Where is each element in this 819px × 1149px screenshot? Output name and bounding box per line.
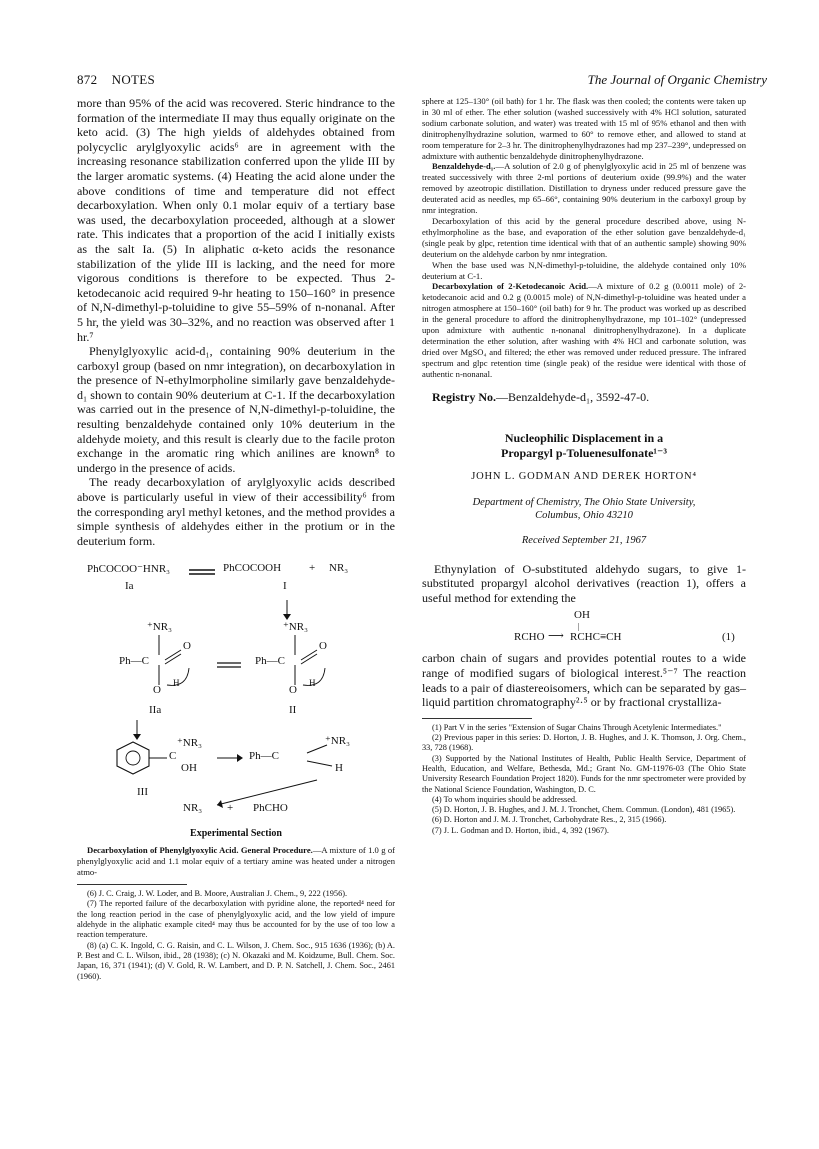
- general-procedure: [77, 845, 395, 878]
- procedure-continuation: sphere at 125–130° (oil bath) for 1 hr. The flask was then cooled; the contents were taken up in 30 ml of ether. The ether solution (washed successively with 4% HCl solution, saturated sodium carbonate solution, and water) was treated with 15 ml of 95% ethanol and then with dinitrophenylhydrazine solution, warmed to 60° to remove ether, and allowed to stand at room temperature for 2–3 hr. The dinitrophenylhydrazones had mp 237–239°, undepressed on admixture with authentic benzaldehyde dinitrophenylhydrazone.: [422, 96, 746, 161]
- paragraph-conclusion: The ready decarboxylation of arylglyoxylic acids described above is particularly useful in view of their accessibility⁶ from the corresponding aryl methyl ketones, and the method provides a simple synthesis of aldehydes either in the protium or in the deuterium form.: [77, 475, 395, 548]
- label-ia: Ia: [125, 580, 134, 593]
- dimethyltoluidine-note: When the base used was N,N-dimethyl-p-toluidine, the aldehyde contained only 10% deuterium at C-1.: [422, 259, 746, 281]
- scheme-plus: +: [309, 562, 316, 575]
- registry-text: —Benzaldehyde-d₁, 3592-47-0.: [495, 389, 650, 404]
- label-ii: II: [289, 704, 297, 717]
- right-column: [422, 96, 746, 836]
- iia-h: H: [173, 678, 180, 689]
- received-date: Received September 21, 1967: [521, 534, 647, 546]
- paragraph-deuterium: Phenylglyoxylic acid-d₁, containing 90% deuterium in the carboxyl group (based on nmr integration), on decarboxylation in the presence of N-ethylmorpholine similarly gave benzaldehyde-d₁ shown to contain 90% deuterium at C-1. If the decarboxylation was carried out in the presence of N,N-dimethyl-p-toluidine, the resulting benzaldehyde contained only 10% deuterium in the aldehyde moiety, and this result is clearly due to the facile proton exchange in the aromatic ring which anilines are known⁸ to undergo in the presence of acids.: [77, 344, 395, 475]
- iia-phc: Ph—C: [119, 655, 149, 668]
- scheme-base: NR₃: [329, 562, 349, 575]
- ylide-nr3: ⁺NR₃: [325, 735, 350, 748]
- affiliation-line-1: Department of Chemistry, The Ohio State University,: [472, 496, 696, 508]
- ylide-phc: Ph—C: [249, 750, 279, 763]
- page-number: 872: [77, 72, 98, 87]
- ii-nr3: ⁺NR₃: [283, 621, 308, 634]
- iii-c: C: [169, 750, 177, 763]
- benzaldehyde-d1-text: —A solution of 2.0 g of phenylglyoxylic acid in 25 ml of benzene was treated successively with three 2-ml portions of deuterium oxide (99.9%) and the water removed by azeotropic distillation. Distillation to dryness under reduced pressure gave the deuterated acid as needles, mp 65–66°, containing 90% deuterium in the carboxyl group by nmr integration.: [422, 161, 746, 216]
- page-header-left: [77, 72, 155, 88]
- paragraph-mechanism: more than 95% of the acid was recovered. Steric hindrance to the formation of the intermediate II may thus equally originate on the keto acid. (3) The high yields of aldehydes obtained from polycyclic arylglyoxylic acids⁶ are in agreement with the increasing resonance stabilization conferred upon the ylide III by the larger aromatic systems. (4) Heating the acid alone under the above conditions of time and temperature did not effect decarboxylation. When only 0.1 molar equiv of a tertiary base was used, the decarboxylation proceeded, although at a slower rate. This indicates that a proportion of the acid I initially exists as the salt Ia. (5) In aliphatic α-keto acids the resonance stabilization of the ylide III is lacking, and the need for more vigorous conditions is therefore to be expected. Thus 2-ketodecanoic acid required 9-hr heating to 150–160° in presence of N,N-dimethyl-p-toluidine to give 55–59% of n-nonanal. After 5 hr, the yield was 30–32%, and no reaction was observed after 1 hr.⁷: [77, 96, 395, 344]
- ketodecanoic-title: Decarboxylation of 2-Ketodecanoic Acid.: [432, 281, 589, 292]
- ii-h: H: [309, 678, 316, 689]
- footnote-5: (5) D. Horton, J. B. Hughes, and J. M. J. Tronchet, Chem. Commun. (London), 481 (1965).: [432, 805, 736, 815]
- iii-oh: OH: [181, 762, 197, 775]
- benzaldehyde-d1-paragraph: [422, 161, 746, 216]
- right-footnotes: [422, 723, 746, 836]
- article-title: [422, 431, 746, 461]
- ii-o1: O: [319, 640, 327, 653]
- iii-nr3: ⁺NR₃: [177, 737, 202, 750]
- article-authors: JOHN L. GODMAN AND DEREK HORTON⁴: [471, 470, 697, 482]
- product-plus: +: [227, 802, 234, 815]
- benzaldehyde-d1-title: Benzaldehyde-d₁.: [432, 161, 496, 172]
- intro-paragraph: Ethynylation of O-substituted aldehydo sugars, to give 1-substituted propargyl alcohol derivatives (reaction 1), offers a useful method for extending the: [422, 561, 746, 605]
- label-iia: IIa: [149, 704, 162, 717]
- general-procedure-title: Decarboxylation of Phenylglyoxylic Acid. General Procedure.: [87, 845, 313, 856]
- label-iii: III: [137, 786, 148, 799]
- product-base: NR₃: [183, 802, 203, 815]
- general-procedure-text: —A mixture of 1.0 g of phenylglyoxylic acid and 1.1 molar equiv of a tertiary amine was heated under a nitrogen atmo-: [77, 845, 396, 878]
- scheme-bonds: [77, 560, 395, 820]
- scheme-acid: PhCOCOOH: [223, 562, 282, 575]
- footnote-1: (1) Part V in the series "Extension of Sugar Chains Through Acetylenic Intermediates.": [432, 722, 722, 732]
- ketodecanoic-text: —A mixture of 0.2 g (0.0011 mole) of 2-ketodecanoic acid and 0.2 g (0.0015 mole) of N,N-dimethyl-p-toluidine was heated under a nitrogen atmosphere at 150–160° (oil bath) for 9 hr. The product was worked up as described in the general procedure to afford the dinitrophenylhydrazone, mp 101–102° (undepressed upon admixture with authentic n-nonanal dinitrophenylhydrazone). In a duplicate determination the ether solution, after washing with 4% HCl and carbonate solution, was dried over MgSO₄ and filtered; the ether was removed under reduced pressure. The infrared spectrum and glpc retention time (single peak) of the residue were identical with those of authentic n-nonanal.: [422, 281, 746, 379]
- footnote-3: (3) Supported by the National Institutes of Health, Public Health Service, Department of Health, Education, and Welfare, Bethesda, Md.; Grant No. GM-11976-03 (The Ohio State University Research Foundation Project 1820). Funds for the nmr spectrometer were provided by the National Science Foundation, Washington, D. C.: [422, 753, 746, 794]
- footnote-6-right: (6) D. Horton and J. M. J. Tronchet, Carbohydrate Res., 2, 315 (1966).: [432, 815, 667, 825]
- equation-1: [422, 605, 746, 651]
- reaction-scheme: [77, 560, 395, 820]
- footnote-7: (7) The reported failure of the decarboxylation with pyridine alone, the reported⁴ need for the long reaction period in the case of phenylglyoxylic acid, and the low yield of impure aldehyde in the aliphatic example cited⁴ may thus be accounted for by the use of too low a reaction temperature.: [77, 899, 395, 940]
- footnote-6: (6) J. C. Craig, J. W. Loder, and B. Moore, Australian J. Chem., 9, 222 (1956).: [87, 889, 348, 899]
- article-title-line-1: Nucleophilic Displacement in a: [504, 430, 664, 445]
- iia-o1: O: [183, 640, 191, 653]
- ylide-h: H: [335, 762, 343, 775]
- ii-o2: O: [289, 684, 297, 697]
- footnote-2: (2) Previous paper in this series: D. Horton, J. B. Hughes, and J. K. Thomson, J. Org. Chem., 33, 728 (1968).: [422, 733, 746, 753]
- experimental-heading: Experimental Section: [190, 828, 282, 840]
- affiliation: [422, 496, 746, 523]
- scheme-salt: PhCOCOO⁻HNR₃: [87, 563, 170, 576]
- affiliation-line-2: Columbus, Ohio 43210: [535, 510, 633, 522]
- iia-nr3: ⁺NR₃: [147, 621, 172, 634]
- footnote-4: (4) To whom inquiries should be addressed.: [432, 794, 578, 804]
- footnote-divider: [77, 884, 187, 885]
- equation-product: RCHC≡CH: [570, 631, 622, 644]
- equation-number: (1): [722, 631, 735, 644]
- left-footnotes: [77, 889, 395, 982]
- article-title-line-2: Propargyl p-Toluenesulfonate¹⁻³: [501, 445, 667, 460]
- equation-arrow: ⟶: [548, 630, 564, 643]
- iia-o2: O: [153, 684, 161, 697]
- ii-phc: Ph—C: [255, 655, 285, 668]
- footnote-8: (8) (a) C. K. Ingold, C. G. Raisin, and C. L. Wilson, J. Chem. Soc., 915 1636 (1936); (b) A. P. Best and C. L. Wilson, ibid., 28 (1938); (c) N. Okazaki and M. Koidzume, Bull. Chem. Soc. Japan, 16, 371 (1941); (d) V. Gold, R. W. Lambert, and D. P. N. Satchell, J. Chem. Soc., 2461 (1960).: [77, 940, 395, 981]
- section-name: NOTES: [111, 72, 156, 87]
- product-aldehyde: PhCHO: [253, 802, 288, 815]
- registry-label: Registry No.: [432, 389, 496, 404]
- registry-number: [422, 390, 746, 405]
- equation-oh: OH: [574, 609, 590, 622]
- label-i: I: [283, 580, 287, 593]
- left-column: [77, 96, 395, 982]
- paragraph-after-equation: carbon chain of sugars and provides potential routes to a wide range of modified sugars of biological interest.⁵⁻⁷ The reaction leads to a pair of diastereoisomers, which can be separated by gas–liquid partition chromatography²·⁵ or by fractional crystalliza-: [422, 651, 746, 710]
- ketodecanoic-paragraph: [422, 281, 746, 379]
- equation-bond: |: [578, 622, 580, 632]
- journal-title: The Journal of Organic Chemistry: [587, 72, 767, 87]
- footnote-7-right: (7) J. L. Godman and D. Horton, ibid., 4, 392 (1967).: [432, 825, 609, 835]
- footnote-divider-right: [422, 718, 532, 719]
- decarboxylation-deuterated: Decarboxylation of this acid by the general procedure described above, using N-ethylmorpholine as the base, and evaporation of the ether solution gave benzaldehyde-d₁ (single peak by glpc, retention time identical with that of an authentic sample) showing 90% deuterium on the aldehyde carbon by nmr integration.: [422, 215, 746, 259]
- equation-reactant: RCHO: [514, 631, 545, 644]
